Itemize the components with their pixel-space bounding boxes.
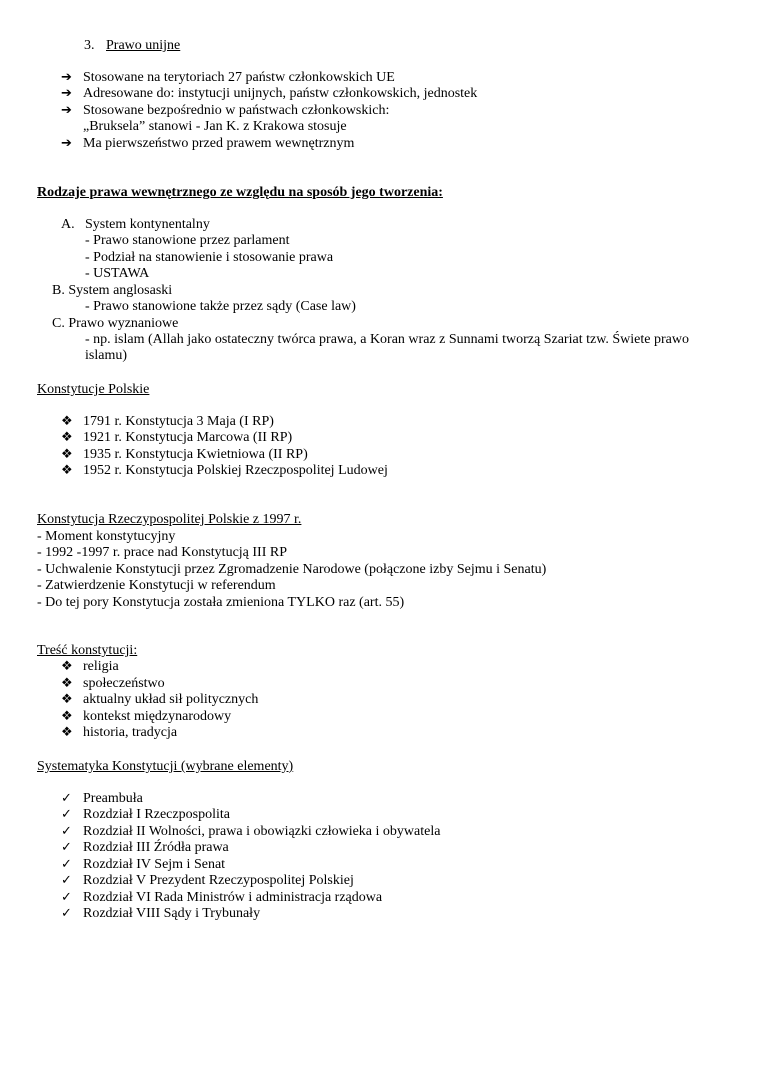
arrow-icon: ➔ — [61, 103, 72, 118]
constitution-1997-item: - Moment konstytucyjny — [37, 529, 176, 544]
type-b-title: B. System anglosaski — [52, 283, 173, 298]
systematics-item: Rozdział III Źródła prawa — [83, 840, 229, 855]
type-a-item: - Podział na stanowienie i stosowanie prawa — [85, 250, 334, 265]
constitution-item: 1935 r. Konstytucja Kwietniowa (II RP) — [83, 447, 308, 462]
arrow-icon: ➔ — [61, 70, 72, 85]
type-b-item: - Prawo stanowione także przez sądy (Case law) — [85, 299, 356, 314]
content-item: kontekst międzynarodowy — [83, 709, 232, 724]
check-icon: ✓ — [61, 873, 72, 888]
type-a-item: - Prawo stanowione przez parlament — [85, 233, 290, 248]
eu-section-number: 3. — [84, 38, 95, 53]
content-item: historia, tradycja — [83, 725, 178, 740]
eu-section-title: Prawo unijne — [106, 38, 181, 53]
diamond-bullet-icon: ❖ — [61, 676, 73, 691]
check-icon: ✓ — [61, 791, 72, 806]
constitution-item: 1952 r. Konstytucja Polskiej Rzeczpospolitej Ludowej — [83, 463, 388, 478]
polish-constitutions-heading: Konstytucje Polskie — [37, 382, 150, 397]
constitution-1997-item: - Uchwalenie Konstytucji przez Zgromadzenie Narodowe (połączone izby Sejmu i Senatu) — [37, 562, 547, 577]
type-a-label: A. — [61, 217, 75, 232]
eu-item: Ma pierwszeństwo przed prawem wewnętrznym — [83, 136, 355, 151]
type-a-title: System kontynentalny — [85, 217, 210, 232]
content-item: aktualny układ sił politycznych — [83, 692, 259, 707]
systematics-item: Rozdział VIII Sądy i Trybunały — [83, 906, 261, 921]
diamond-bullet-icon: ❖ — [61, 447, 73, 462]
diamond-bullet-icon: ❖ — [61, 463, 73, 478]
diamond-bullet-icon: ❖ — [61, 692, 73, 707]
check-icon: ✓ — [61, 906, 72, 921]
diamond-bullet-icon: ❖ — [61, 659, 73, 674]
systematics-heading: Systematyka Konstytucji (wybrane elementy) — [37, 759, 294, 774]
type-c-item: - np. islam (Allah jako ostateczny twórca prawa, a Koran wraz z Sunnami tworzą Szariat tzw. Świete prawo — [85, 332, 689, 347]
check-icon: ✓ — [61, 824, 72, 839]
eu-item: Adresowane do: instytucji unijnych, państw członkowskich, jednostek — [83, 86, 478, 101]
systematics-item: Rozdział V Prezydent Rzeczypospolitej Polskiej — [83, 873, 354, 888]
type-c-item-continuation: islamu) — [85, 348, 127, 363]
systematics-item: Preambuła — [83, 791, 143, 806]
systematics-item: Rozdział II Wolności, prawa i obowiązki człowieka i obywatela — [83, 824, 441, 839]
constitution-item: 1791 r. Konstytucja 3 Maja (I RP) — [83, 414, 274, 429]
constitution-item: 1921 r. Konstytucja Marcowa (II RP) — [83, 430, 293, 445]
eu-item-continuation: „Bruksela” stanowi - Jan K. z Krakowa stosuje — [83, 119, 347, 134]
systematics-item: Rozdział I Rzeczpospolita — [83, 807, 230, 822]
arrow-icon: ➔ — [61, 86, 72, 101]
content-item: społeczeństwo — [83, 676, 165, 691]
constitution-1997-item: - 1992 -1997 r. prace nad Konstytucją III RP — [37, 545, 287, 560]
eu-item: Stosowane na terytoriach 27 państw członkowskich UE — [83, 70, 395, 85]
content-item: religia — [83, 659, 119, 674]
check-icon: ✓ — [61, 807, 72, 822]
check-icon: ✓ — [61, 840, 72, 855]
constitution-1997-heading: Konstytucja Rzeczypospolitej Polskie z 1997 r. — [37, 512, 302, 527]
constitution-1997-item: - Do tej pory Konstytucja została zmieniona TYLKO raz (art. 55) — [37, 595, 405, 610]
diamond-bullet-icon: ❖ — [61, 709, 73, 724]
type-c-title: C. Prawo wyznaniowe — [52, 316, 179, 331]
systematics-item: Rozdział IV Sejm i Senat — [83, 857, 226, 872]
arrow-icon: ➔ — [61, 136, 72, 151]
constitution-1997-item: - Zatwierdzenie Konstytucji w referendum — [37, 578, 276, 593]
check-icon: ✓ — [61, 890, 72, 905]
content-heading: Treść konstytucji: — [37, 643, 138, 658]
diamond-bullet-icon: ❖ — [61, 414, 73, 429]
diamond-bullet-icon: ❖ — [61, 725, 73, 740]
eu-item: Stosowane bezpośrednio w państwach członkowskich: — [83, 103, 390, 118]
systematics-item: Rozdział VI Rada Ministrów i administracja rządowa — [83, 890, 383, 905]
check-icon: ✓ — [61, 857, 72, 872]
type-a-item: - USTAWA — [85, 266, 150, 281]
diamond-bullet-icon: ❖ — [61, 430, 73, 445]
types-heading: Rodzaje prawa wewnętrznego ze względu na sposób jego tworzenia: — [37, 185, 443, 200]
